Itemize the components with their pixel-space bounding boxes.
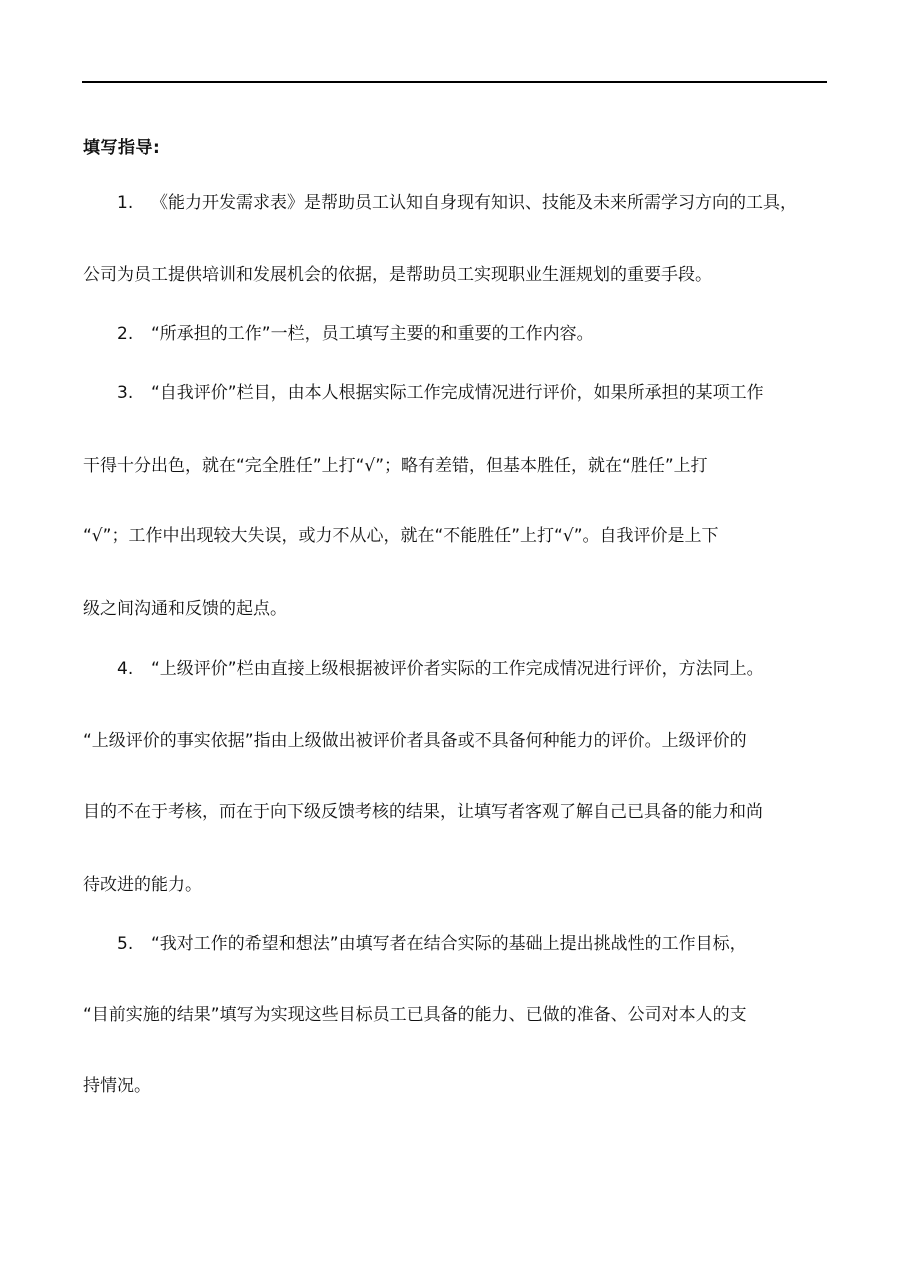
paragraph-3-line-1 (117, 381, 764, 405)
paragraph-5-line-1 (117, 932, 747, 956)
paragraph-4-number: 4. (117, 659, 134, 679)
paragraph-2-text: “所承担的工作”一栏，员工填写主要的和重要的工作内容。 (151, 324, 594, 344)
paragraph-4-text: “上级评价”栏由直接上级根据被评价者实际的工作完成情况进行评价，方法同上。 (151, 659, 764, 679)
paragraph-5-number: 5. (117, 934, 134, 954)
instructions-heading: 填写指导: (83, 138, 161, 158)
paragraph-3-number: 3. (117, 383, 134, 403)
paragraph-1-text: 《能力开发需求表》是帮助员工认知自身现有知识、技能及未来所需学习方向的工具， (151, 193, 797, 213)
paragraph-5-line-3: 持情况。 (83, 1076, 151, 1096)
paragraph-2-number: 2. (117, 324, 134, 344)
paragraph-1-line-1 (117, 191, 797, 215)
paragraph-2-line-1 (117, 322, 594, 346)
paragraph-3-line-4: 级之间沟通和反馈的起点。 (83, 599, 287, 619)
header-divider (82, 81, 827, 83)
paragraph-3-line-2: 干得十分出色，就在“完全胜任”上打“√”；略有差错，但基本胜任，就在“胜任”上打 (83, 456, 708, 476)
paragraph-4-line-2: “上级评价的事实依据”指由上级做出被评价者具备或不具备何种能力的评价。上级评价的 (83, 731, 747, 751)
paragraph-4-line-1 (117, 657, 764, 681)
paragraph-4-line-4: 待改进的能力。 (83, 875, 202, 895)
paragraph-3-text: “自我评价”栏目，由本人根据实际工作完成情况进行评价，如果所承担的某项工作 (151, 383, 764, 403)
paragraph-1-line-2: 公司为员工提供培训和发展机会的依据，是帮助员工实现职业生涯规划的重要手段。 (83, 265, 712, 285)
paragraph-5-line-2: “目前实施的结果”填写为实现这些目标员工已具备的能力、已做的准备、公司对本人的支 (83, 1005, 747, 1025)
paragraph-3-line-3: “√”；工作中出现较大失误，或力不从心，就在“不能胜任”上打“√”。自我评价是上下 (83, 526, 719, 546)
paragraph-4-line-3: 目的不在于考核，而在于向下级反馈考核的结果，让填写者客观了解自己已具备的能力和尚 (83, 802, 763, 822)
paragraph-5-text: “我对工作的希望和想法”由填写者在结合实际的基础上提出挑战性的工作目标， (151, 934, 747, 954)
paragraph-1-number: 1. (117, 193, 134, 213)
